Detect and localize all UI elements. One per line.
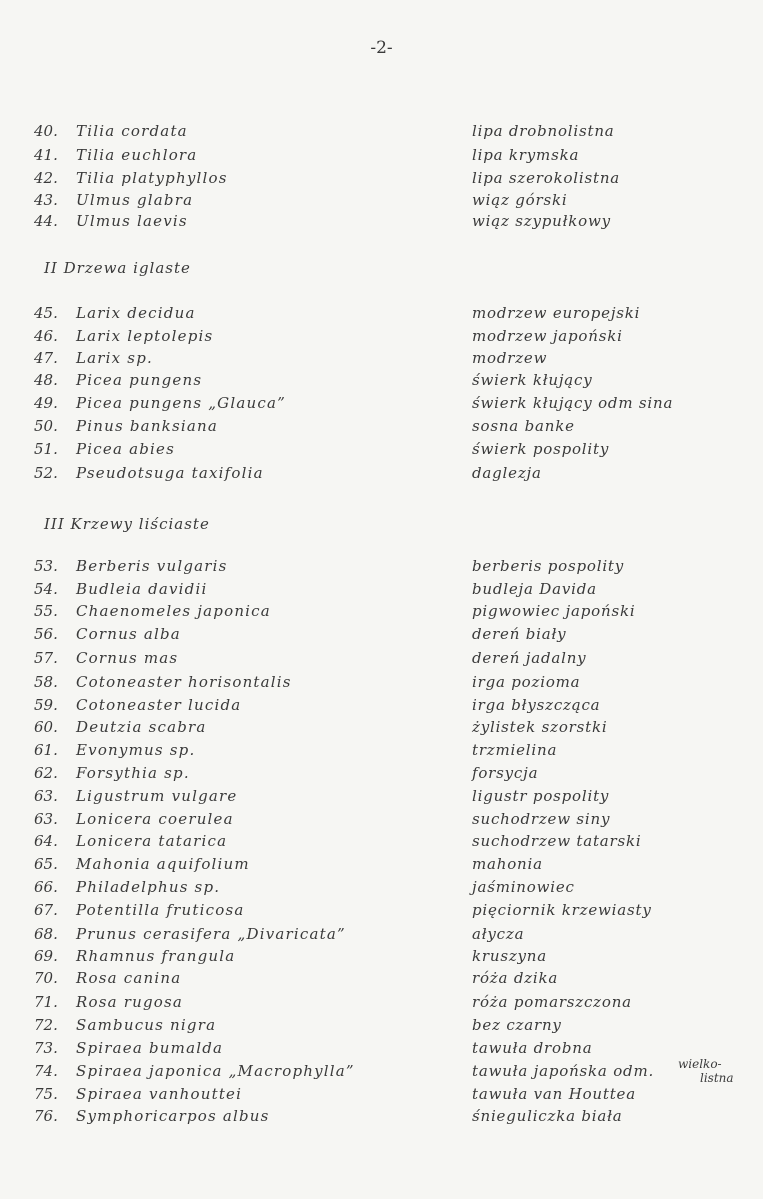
item-number: 61. xyxy=(34,741,58,759)
item-number: 63. xyxy=(34,810,58,828)
polish-name: tawuła drobna xyxy=(472,1039,593,1057)
latin-name: Potentilla fruticosa xyxy=(76,901,245,919)
margin-note-line: listna xyxy=(700,1071,734,1085)
latin-name: Larix sp. xyxy=(76,349,153,367)
latin-name: Rosa rugosa xyxy=(76,993,184,1011)
item-number: 68. xyxy=(34,925,58,943)
item-number: 72. xyxy=(34,1016,58,1034)
list-item xyxy=(0,464,763,486)
latin-name: Philadelphus sp. xyxy=(76,878,221,896)
polish-name: sosna banke xyxy=(472,417,575,435)
list-item xyxy=(0,304,763,326)
item-number: 49. xyxy=(34,394,58,412)
latin-name: Ligustrum vulgare xyxy=(76,787,238,805)
polish-name: lipa drobnolistna xyxy=(472,122,615,140)
polish-name: lipa krymska xyxy=(472,146,580,164)
list-item xyxy=(0,993,763,1015)
polish-name: trzmielina xyxy=(472,741,558,759)
polish-name: pięciornik krzewiasty xyxy=(472,901,652,919)
polish-name: modrzew xyxy=(472,349,548,367)
list-item xyxy=(0,602,763,624)
item-number: 45. xyxy=(34,304,58,322)
polish-name: berberis pospolity xyxy=(472,557,625,575)
item-number: 64. xyxy=(34,832,58,850)
item-number: 52. xyxy=(34,464,58,482)
item-number: 71. xyxy=(34,993,58,1011)
polish-name: pigwowiec japoński xyxy=(472,602,636,620)
polish-name: świerk kłujący odm sina xyxy=(472,394,674,412)
item-number: 58. xyxy=(34,673,58,691)
latin-name: Tilia platyphyllos xyxy=(76,169,228,187)
list-item xyxy=(0,440,763,462)
item-number: 67. xyxy=(34,901,58,919)
section-heading-shrubs: III Krzewy liściaste xyxy=(44,515,210,533)
latin-name: Cornus mas xyxy=(76,649,179,667)
polish-name: dereń jadalny xyxy=(472,649,587,667)
item-number: 53. xyxy=(34,557,58,575)
latin-name: Tilia cordata xyxy=(76,122,188,140)
item-number: 43. xyxy=(34,191,58,209)
list-item xyxy=(0,371,763,393)
latin-name: Symphoricarpos albus xyxy=(76,1107,270,1125)
polish-name: lipa szerokolistna xyxy=(472,169,621,187)
list-item xyxy=(0,557,763,579)
latin-name: Rosa canina xyxy=(76,969,182,987)
polish-name: świerk kłujący xyxy=(472,371,593,389)
item-number: 56. xyxy=(34,625,58,643)
list-item xyxy=(0,349,763,371)
list-item xyxy=(0,1016,763,1038)
latin-name: Cotoneaster lucida xyxy=(76,696,242,714)
latin-name: Picea pungens „Glauca” xyxy=(76,394,286,412)
polish-name: suchodrzew tatarski xyxy=(472,832,642,850)
item-number: 57. xyxy=(34,649,58,667)
list-item xyxy=(0,832,763,854)
latin-name: Lonicera tatarica xyxy=(76,832,228,850)
item-number: 59. xyxy=(34,696,58,714)
polish-name: świerk pospolity xyxy=(472,440,610,458)
list-item xyxy=(0,1062,763,1084)
list-item xyxy=(0,327,763,349)
polish-name: tawuła japońska odm. xyxy=(472,1062,655,1080)
item-number: 54. xyxy=(34,580,58,598)
section-heading-conifers: II Drzewa iglaste xyxy=(44,259,191,277)
polish-name: budleja Davida xyxy=(472,580,597,598)
margin-note xyxy=(678,1057,734,1085)
polish-name: jaśminowiec xyxy=(472,878,575,896)
list-item xyxy=(0,191,763,213)
latin-name: Budleia davidii xyxy=(76,580,208,598)
list-item xyxy=(0,394,763,416)
polish-name: bez czarny xyxy=(472,1016,562,1034)
latin-name: Pseudotsuga taxifolia xyxy=(76,464,264,482)
list-item xyxy=(0,787,763,809)
polish-name: modrzew europejski xyxy=(472,304,641,322)
polish-name: róża dzika xyxy=(472,969,559,987)
polish-name: wiąz szypułkowy xyxy=(472,212,611,230)
list-item xyxy=(0,878,763,900)
item-number: 50. xyxy=(34,417,58,435)
item-number: 63. xyxy=(34,787,58,805)
list-item xyxy=(0,417,763,439)
latin-name: Lonicera coerulea xyxy=(76,810,234,828)
polish-name: róża pomarszczona xyxy=(472,993,632,1011)
latin-name: Larix decidua xyxy=(76,304,196,322)
item-number: 65. xyxy=(34,855,58,873)
latin-name: Chaenomeles japonica xyxy=(76,602,271,620)
list-item xyxy=(0,673,763,695)
polish-name: irga poziomа xyxy=(472,673,581,691)
polish-name: suchodrzew siny xyxy=(472,810,611,828)
latin-name: Picea pungens xyxy=(76,371,203,389)
polish-name: ałycza xyxy=(472,925,525,943)
item-number: 70. xyxy=(34,969,58,987)
latin-name: Larix leptolepis xyxy=(76,327,214,345)
list-item xyxy=(0,947,763,969)
item-number: 47. xyxy=(34,349,58,367)
latin-name: Sambucus nigra xyxy=(76,1016,217,1034)
latin-name: Spiraea japonica „Macrophylla” xyxy=(76,1062,355,1080)
page-number: -2- xyxy=(370,38,393,58)
polish-name: forsycja xyxy=(472,764,539,782)
latin-name: Forsythia sp. xyxy=(76,764,190,782)
latin-name: Cotoneaster horisontalis xyxy=(76,673,292,691)
list-item xyxy=(0,146,763,168)
latin-name: Berberis vulgaris xyxy=(76,557,228,575)
list-item xyxy=(0,741,763,763)
polish-name: śnieguliczka biała xyxy=(472,1107,623,1125)
item-number: 51. xyxy=(34,440,58,458)
list-item xyxy=(0,1107,763,1129)
latin-name: Rhamnus frangula xyxy=(76,947,236,965)
latin-name: Pinus banksiana xyxy=(76,417,219,435)
item-number: 60. xyxy=(34,718,58,736)
item-number: 44. xyxy=(34,212,58,230)
latin-name: Tilia euchlora xyxy=(76,146,198,164)
item-number: 40. xyxy=(34,122,58,140)
item-number: 42. xyxy=(34,169,58,187)
polish-name: irga błyszcząca xyxy=(472,696,601,714)
polish-name: ligustr pospolity xyxy=(472,787,610,805)
list-item xyxy=(0,122,763,144)
polish-name: dereń biały xyxy=(472,625,567,643)
latin-name: Picea abies xyxy=(76,440,175,458)
item-number: 75. xyxy=(34,1085,58,1103)
latin-name: Ulmus laevis xyxy=(76,212,188,230)
list-item xyxy=(0,212,763,234)
list-item xyxy=(0,810,763,832)
latin-name: Deutzia scabra xyxy=(76,718,207,736)
polish-name: modrzew japoński xyxy=(472,327,623,345)
list-item xyxy=(0,718,763,740)
latin-name: Spiraea vanhouttei xyxy=(76,1085,243,1103)
item-number: 41. xyxy=(34,146,58,164)
item-number: 48. xyxy=(34,371,58,389)
item-number: 69. xyxy=(34,947,58,965)
latin-name: Evonymus sp. xyxy=(76,741,196,759)
polish-name: mahonia xyxy=(472,855,543,873)
list-item xyxy=(0,696,763,718)
latin-name: Spiraea bumalda xyxy=(76,1039,224,1057)
list-item xyxy=(0,649,763,671)
item-number: 76. xyxy=(34,1107,58,1125)
polish-name: wiąz górski xyxy=(472,191,568,209)
list-item xyxy=(0,925,763,947)
list-item xyxy=(0,169,763,191)
item-number: 55. xyxy=(34,602,58,620)
list-item xyxy=(0,580,763,602)
margin-note-line: wielko- xyxy=(678,1057,722,1071)
list-item xyxy=(0,764,763,786)
latin-name: Cornus alba xyxy=(76,625,181,643)
polish-name: tawuła van Houttea xyxy=(472,1085,636,1103)
list-item xyxy=(0,901,763,923)
list-item xyxy=(0,855,763,877)
list-item xyxy=(0,1039,763,1061)
list-item xyxy=(0,625,763,647)
polish-name: daglezja xyxy=(472,464,542,482)
item-number: 62. xyxy=(34,764,58,782)
latin-name: Prunus cerasifera „Divaricata” xyxy=(76,925,346,943)
item-number: 74. xyxy=(34,1062,58,1080)
item-number: 66. xyxy=(34,878,58,896)
list-item xyxy=(0,1085,763,1107)
polish-name: żylistek szorstki xyxy=(472,718,608,736)
item-number: 46. xyxy=(34,327,58,345)
latin-name: Mahonia aquifolium xyxy=(76,855,250,873)
item-number: 73. xyxy=(34,1039,58,1057)
list-item xyxy=(0,969,763,991)
polish-name: kruszyna xyxy=(472,947,547,965)
latin-name: Ulmus glabra xyxy=(76,191,194,209)
